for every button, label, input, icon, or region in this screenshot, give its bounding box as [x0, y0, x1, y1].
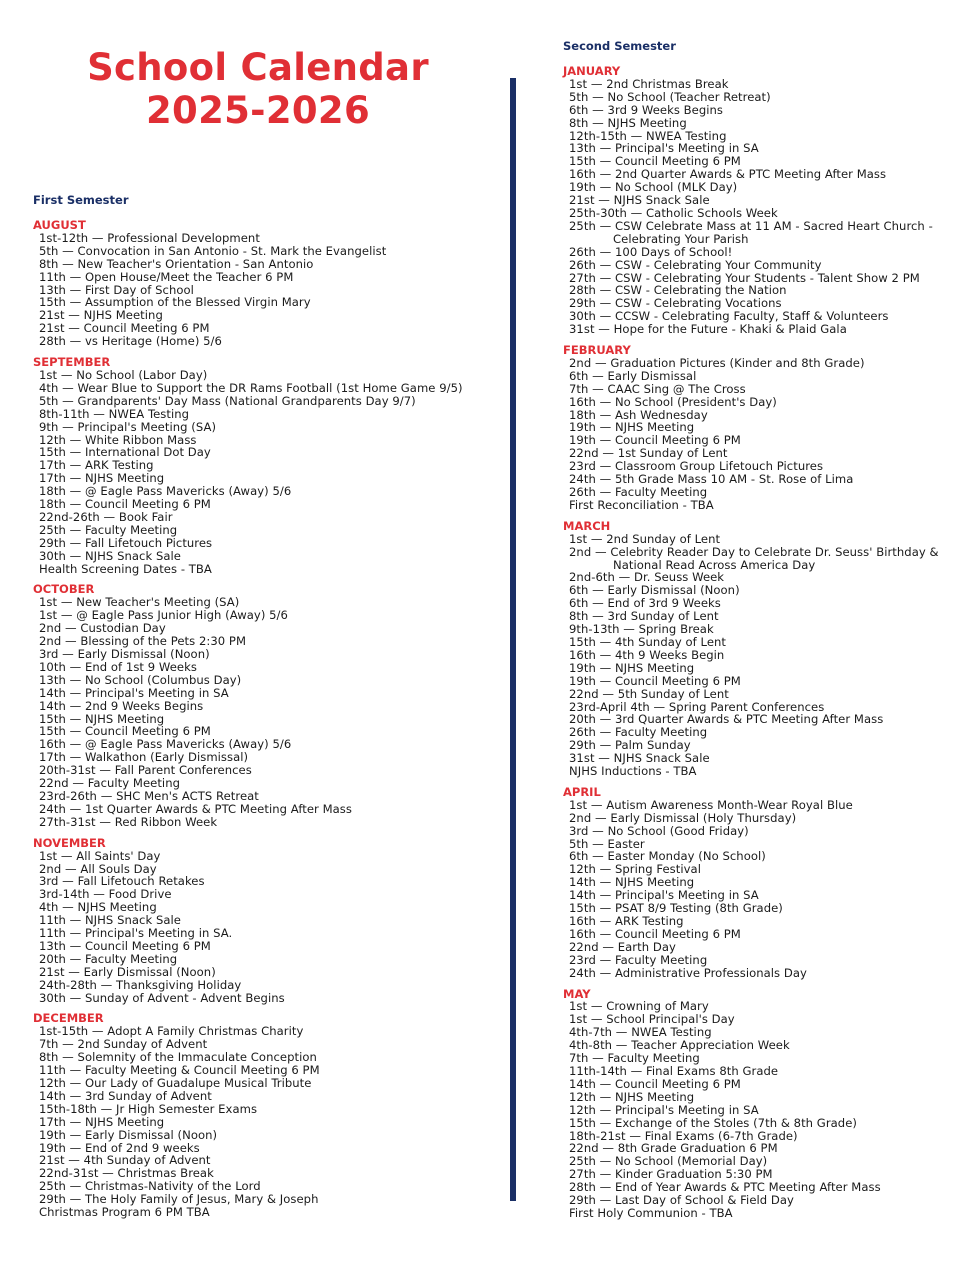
calendar-event: 13th — Principal's Meeting in SA [569, 141, 759, 156]
calendar-event: 30th — CCSW - Celebrating Faculty, Staff & Volunteers [569, 309, 889, 324]
first-semester-months [33, 219, 503, 1219]
calendar-event: 23rd-26th — SHC Men's ACTS Retreat [39, 788, 259, 803]
calendar-event: 18th — @ Eagle Pass Mavericks (Away) 5/6 [39, 484, 292, 499]
calendar-event: 12th — Our Lady of Guadalupe Musical Tribute [39, 1076, 312, 1090]
month-heading: APRIL [563, 784, 601, 799]
calendar-event: 15th — NJHS Meeting [39, 711, 165, 726]
calendar-event: 9th-13th — Spring Break [569, 622, 714, 637]
calendar-event: 1st — No School (Labor Day) [39, 367, 208, 382]
calendar-event: 23rd-April 4th — Spring Parent Conferences [569, 699, 825, 714]
calendar-event: 19th — NJHS Meeting [569, 660, 695, 675]
calendar-event: 27th — CSW - Celebrating Your Students - Talent Show 2 PM [569, 270, 920, 285]
calendar-event: 14th — Principal's Meeting in SA [569, 888, 759, 903]
month-march [563, 520, 968, 778]
calendar-event: 22nd — 8th Grade Graduation 6 PM [569, 1141, 778, 1156]
calendar-event: 6th — Easter Monday (No School) [569, 849, 766, 864]
calendar-event: 4th — Wear Blue to Support the DR Rams Football (1st Home Game 9/5) [39, 380, 463, 395]
calendar-event: 1st — New Teacher's Meeting (SA) [39, 595, 240, 610]
page-title [60, 46, 456, 132]
calendar-event: 19th — Council Meeting 6 PM [569, 433, 741, 448]
calendar-event: 14th — 2nd 9 Weeks Begins [39, 698, 204, 713]
calendar-event: 16th — Council Meeting 6 PM [569, 926, 741, 941]
calendar-event: 15th — Assumption of the Blessed Virgin Mary [39, 295, 311, 310]
calendar-event: 1st — 2nd Christmas Break [569, 76, 729, 91]
calendar-event: 1st-15th — Adopt A Family Christmas Charity [39, 1024, 304, 1039]
calendar-event: 24th — Administrative Professionals Day [569, 965, 807, 980]
calendar-event: 26th — 100 Days of School! [569, 244, 733, 259]
calendar-event: 3rd — Fall Lifetouch Retakes [39, 874, 205, 889]
calendar-event: 5th — Convocation in San Antonio - St. Mark the Evangelist [39, 243, 387, 258]
calendar-event: 1st — @ Eagle Pass Junior High (Away) 5/6 [39, 608, 288, 623]
calendar-event: 8th-11th — NWEA Testing [39, 406, 190, 421]
calendar-event: 20th — Faculty Meeting [39, 951, 178, 966]
calendar-event: 11th — Open House/Meet the Teacher 6 PM [39, 269, 294, 284]
calendar-event: 19th — End of 2nd 9 weeks [39, 1140, 200, 1155]
month-heading: AUGUST [33, 218, 86, 232]
calendar-event: 24th — 1st Quarter Awards & PTC Meeting After Mass [39, 801, 352, 816]
page-title-line-1: School Calendar [87, 46, 429, 89]
calendar-event: 31st — Hope for the Future - Khaki & Plaid Gala [569, 322, 847, 337]
calendar-event: 23rd — Classroom Group Lifetouch Pictures [569, 459, 824, 474]
calendar-event: 1st — Autism Awareness Month-Wear Royal Blue [569, 797, 853, 812]
calendar-event: 14th — Council Meeting 6 PM [569, 1076, 741, 1091]
calendar-event: 18th — Council Meeting 6 PM [39, 497, 211, 512]
calendar-event: 18th-21st — Final Exams (6-7th Grade) [569, 1128, 798, 1143]
calendar-event: 16th — @ Eagle Pass Mavericks (Away) 5/6 [39, 737, 292, 752]
calendar-event-continuation: Celebrating Your Parish [613, 231, 749, 246]
month-heading: MAY [563, 986, 591, 1001]
first-semester-column [33, 193, 503, 1227]
month-heading: FEBRUARY [563, 343, 631, 358]
calendar-event: NJHS Inductions - TBA [569, 764, 697, 779]
calendar-event: 20th — 3rd Quarter Awards & PTC Meeting After Mass [569, 712, 884, 727]
calendar-event: 29th — CSW - Celebrating Vocations [569, 296, 782, 311]
calendar-event: 2nd-6th — Dr. Seuss Week [569, 570, 725, 585]
calendar-event: 22nd — 5th Sunday of Lent [569, 686, 729, 701]
calendar-event: 29th — The Holy Family of Jesus, Mary & Joseph [39, 1192, 319, 1207]
calendar-event: 22nd-31st — Christmas Break [39, 1166, 214, 1181]
month-heading: OCTOBER [33, 582, 95, 597]
calendar-event: 19th — Early Dismissal (Noon) [39, 1127, 218, 1142]
calendar-event: 16th — 2nd Quarter Awards & PTC Meeting After Mass [569, 167, 887, 182]
second-semester-column [563, 39, 968, 1228]
column-divider [510, 78, 516, 1201]
calendar-event: 29th — Last Day of School & Field Day [569, 1193, 794, 1208]
calendar-event: 10th — End of 1st 9 Weeks [39, 659, 197, 674]
calendar-event: 2nd — Custodian Day [39, 621, 166, 636]
second-semester-heading: Second Semester [563, 39, 676, 53]
calendar-event: 4th-8th — Teacher Appreciation Week [569, 1038, 790, 1053]
calendar-event: 25th-30th — Catholic Schools Week [569, 205, 778, 220]
calendar-event: 11th — NJHS Snack Sale [39, 913, 181, 928]
calendar-event: 15th — 4th Sunday of Lent [569, 634, 727, 649]
month-heading: NOVEMBER [33, 835, 106, 850]
calendar-event: 29th — Palm Sunday [569, 738, 691, 753]
calendar-event: 21st — 4th Sunday of Advent [39, 1153, 211, 1168]
calendar-event [563, 220, 968, 246]
calendar-event: 11th — Faculty Meeting & Council Meeting 6 PM [39, 1063, 320, 1078]
month-heading: MARCH [563, 518, 611, 533]
calendar-event: 12th — Spring Festival [569, 862, 701, 877]
calendar-event: 26th — Faculty Meeting [569, 725, 708, 740]
calendar-event: 21st — Council Meeting 6 PM [39, 321, 210, 336]
calendar-event: 25th — Faculty Meeting [39, 522, 178, 537]
calendar-event: 31st — NJHS Snack Sale [569, 751, 710, 766]
calendar-event: 15th — International Dot Day [39, 445, 211, 460]
calendar-event: 30th — Sunday of Advent - Advent Begins [39, 990, 285, 1005]
calendar-event: 22nd — Faculty Meeting [39, 776, 181, 791]
calendar-event: 7th — 2nd Sunday of Advent [39, 1037, 208, 1052]
second-semester-months [563, 65, 968, 1220]
calendar-event: 19th — Council Meeting 6 PM [569, 673, 741, 688]
month-heading: DECEMBER [33, 1011, 104, 1026]
month-august [33, 219, 503, 348]
month-february [563, 344, 968, 512]
calendar-event: 15th — Council Meeting 6 PM [39, 724, 211, 739]
calendar-event: 13th — First Day of School [39, 282, 194, 297]
calendar-event: 12th-15th — NWEA Testing [569, 128, 727, 143]
calendar-event: 17th — Walkathon (Early Dismissal) [39, 750, 249, 765]
calendar-event: 4th — NJHS Meeting [39, 900, 157, 915]
calendar-event: 2nd — Early Dismissal (Holy Thursday) [569, 810, 797, 825]
calendar-event: 1st-12th — Professional Development [39, 230, 260, 245]
calendar-event: 17th — ARK Testing [39, 458, 154, 473]
calendar-event: 6th — 3rd 9 Weeks Begins [569, 102, 724, 117]
calendar-event: 5th — Easter [569, 836, 645, 851]
calendar-event: 22nd — 1st Sunday of Lent [569, 446, 728, 461]
calendar-event: 15th — Council Meeting 6 PM [569, 154, 741, 169]
calendar-event: 14th — NJHS Meeting [569, 875, 695, 890]
calendar-event: 6th — Early Dismissal (Noon) [569, 583, 740, 598]
month-september [33, 356, 503, 575]
calendar-event: Christmas Program 6 PM TBA [39, 1205, 210, 1220]
calendar-event: 7th — Faculty Meeting [569, 1051, 700, 1066]
calendar-event-text: 2nd — Celebrity Reader Day to Celebrate Dr. Seuss' Birthday & [569, 544, 939, 559]
calendar-event: 8th — NJHS Meeting [569, 115, 687, 130]
calendar-event: First Reconciliation - TBA [569, 497, 714, 512]
calendar-event-continuation: National Read Across America Day [613, 557, 816, 572]
calendar-event: 28th — vs Heritage (Home) 5/6 [39, 334, 222, 349]
calendar-event [563, 546, 968, 572]
calendar-event: 29th — Fall Lifetouch Pictures [39, 535, 213, 550]
calendar-event: 2nd — All Souls Day [39, 861, 157, 876]
calendar-event: 3rd — No School (Good Friday) [569, 823, 749, 838]
calendar-event: 6th — End of 3rd 9 Weeks [569, 596, 721, 611]
calendar-event: Health Screening Dates - TBA [39, 561, 212, 576]
calendar-event: 22nd — Earth Day [569, 939, 676, 954]
calendar-event: 9th — Principal's Meeting (SA) [39, 419, 217, 434]
calendar-event: 5th — No School (Teacher Retreat) [569, 89, 771, 104]
calendar-event: 19th — NJHS Meeting [569, 420, 695, 435]
calendar-event: 2nd — Blessing of the Pets 2:30 PM [39, 634, 247, 649]
calendar-event: 13th — No School (Columbus Day) [39, 672, 242, 687]
calendar-event: 26th — CSW - Celebrating Your Community [569, 257, 822, 272]
calendar-event: 25th — No School (Memorial Day) [569, 1154, 768, 1169]
calendar-event: 1st — All Saints' Day [39, 848, 161, 863]
calendar-event: 22nd-26th — Book Fair [39, 509, 173, 524]
calendar-event: 3rd — Early Dismissal (Noon) [39, 647, 210, 661]
calendar-event: 3rd-14th — Food Drive [39, 887, 172, 902]
calendar-event: 12th — NJHS Meeting [569, 1089, 695, 1104]
calendar-event: 1st — Crowning of Mary [569, 999, 709, 1014]
month-may [563, 988, 968, 1220]
calendar-event: 16th — No School (President's Day) [569, 394, 777, 409]
calendar-event: 12th — White Ribbon Mass [39, 432, 197, 447]
calendar-event: 1st — School Principal's Day [569, 1012, 735, 1027]
calendar-event: 17th — NJHS Meeting [39, 471, 165, 486]
calendar-event: 18th — Ash Wednesday [569, 407, 708, 422]
calendar-event: 21st — Early Dismissal (Noon) [39, 964, 216, 979]
month-heading: JANUARY [563, 64, 621, 78]
month-october [33, 583, 503, 828]
month-heading: SEPTEMBER [33, 355, 111, 370]
calendar-event: 28th — End of Year Awards & PTC Meeting After Mass [569, 1180, 881, 1195]
calendar-event: 17th — NJHS Meeting [39, 1114, 165, 1129]
calendar-event: First Holy Communion - TBA [569, 1205, 733, 1220]
calendar-event: 19th — No School (MLK Day) [569, 180, 738, 195]
first-semester-heading: First Semester [33, 193, 129, 207]
calendar-event: 1st — 2nd Sunday of Lent [569, 531, 721, 546]
calendar-event: 24th-28th — Thanksgiving Holiday [39, 977, 242, 992]
calendar-event: 5th — Grandparents' Day Mass (National Grandparents Day 9/7) [39, 393, 416, 408]
calendar-event: 23rd — Faculty Meeting [569, 952, 708, 967]
calendar-event: 27th-31st — Red Ribbon Week [39, 814, 218, 829]
calendar-event: 16th — ARK Testing [569, 914, 684, 928]
calendar-event: 7th — CAAC Sing @ The Cross [569, 381, 746, 396]
calendar-event: 21st — NJHS Meeting [39, 308, 163, 323]
calendar-event: 24th — 5th Grade Mass 10 AM - St. Rose of Lima [569, 472, 854, 487]
month-january [563, 65, 968, 336]
calendar-event-text: 25th — CSW Celebrate Mass at 11 AM - Sacred Heart Church - [569, 218, 933, 233]
calendar-event: 15th-18th — Jr High Semester Exams [39, 1101, 258, 1116]
calendar-event: 4th-7th — NWEA Testing [569, 1025, 712, 1040]
calendar-event: 15th — PSAT 8/9 Testing (8th Grade) [569, 901, 783, 916]
calendar-event: 14th — 3rd Sunday of Advent [39, 1088, 212, 1103]
calendar-event: 15th — Exchange of the Stoles (7th & 8th Grade) [569, 1115, 857, 1130]
calendar-event: 30th — NJHS Snack Sale [39, 548, 181, 563]
calendar-event: 13th — Council Meeting 6 PM [39, 938, 211, 953]
calendar-event: 2nd — Graduation Pictures (Kinder and 8th Grade) [569, 355, 865, 370]
calendar-event: 14th — Principal's Meeting in SA [39, 685, 229, 700]
calendar-event: 8th — New Teacher's Orientation - San Antonio [39, 256, 314, 271]
calendar-event: 6th — Early Dismissal [569, 368, 697, 383]
calendar-event: 12th — Principal's Meeting in SA [569, 1102, 759, 1117]
calendar-event: 16th — 4th 9 Weeks Begin [569, 647, 725, 662]
calendar-event: 8th — Solemnity of the Immaculate Conception [39, 1050, 317, 1065]
month-april [563, 786, 968, 980]
calendar-event: 25th — Christmas-Nativity of the Lord [39, 1179, 261, 1194]
calendar-event: 27th — Kinder Graduation 5:30 PM [569, 1167, 773, 1182]
calendar-event: 8th — 3rd Sunday of Lent [569, 609, 719, 624]
month-december [33, 1012, 503, 1219]
calendar-event: 11th — Principal's Meeting in SA. [39, 926, 233, 941]
page-title-line-2: 2025-2026 [145, 89, 370, 132]
month-november [33, 837, 503, 1005]
calendar-event: 20th-31st — Fall Parent Conferences [39, 763, 252, 778]
calendar-event: 21st — NJHS Snack Sale [569, 193, 710, 208]
calendar-event: 11th-14th — Final Exams 8th Grade [569, 1063, 779, 1078]
calendar-event: 26th — Faculty Meeting [569, 485, 708, 499]
calendar-event: 28th — CSW - Celebrating the Nation [569, 283, 787, 298]
